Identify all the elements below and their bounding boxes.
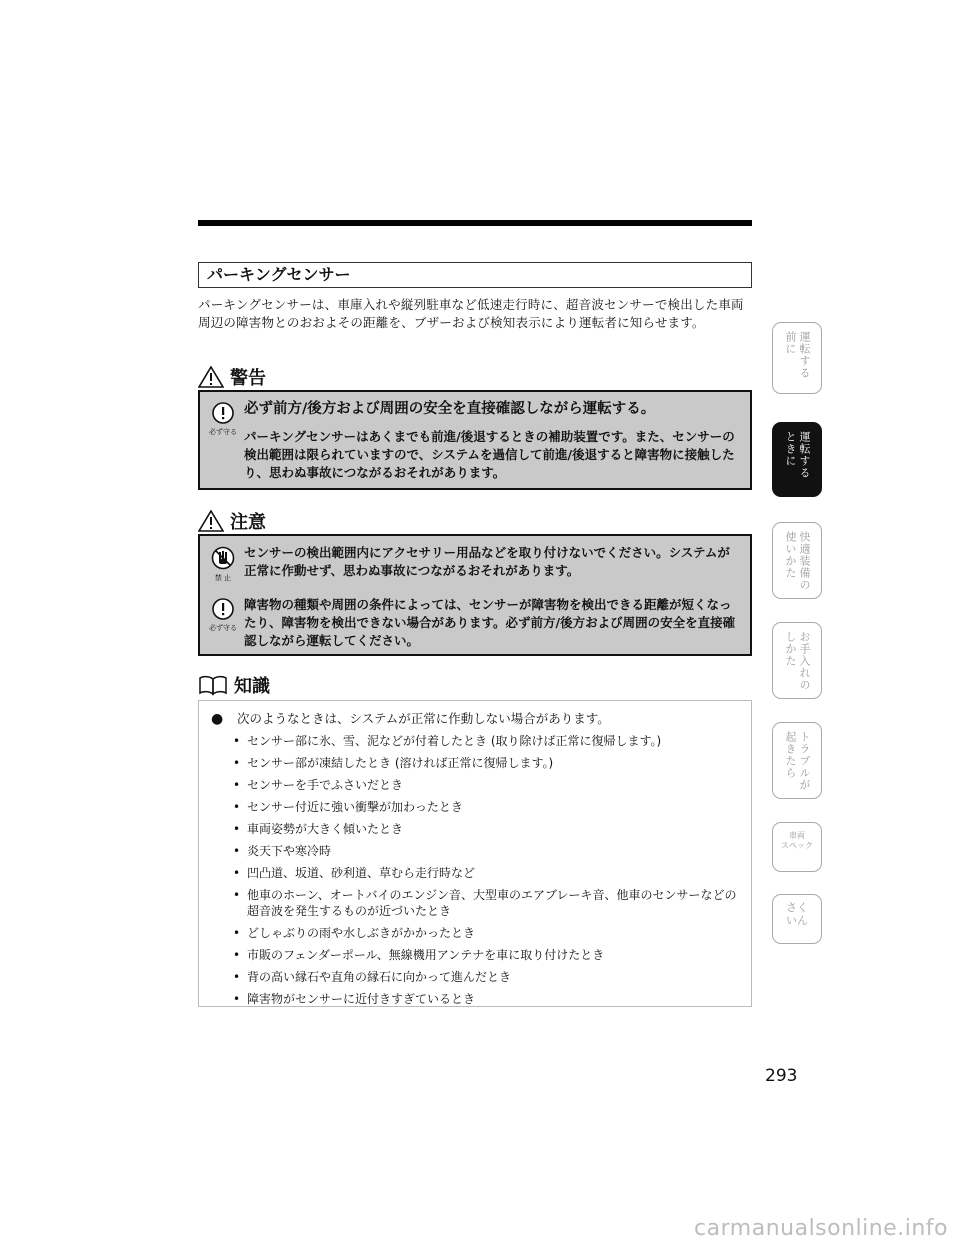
warning-label bbox=[198, 364, 266, 390]
mandatory-caption: 必ず守る bbox=[209, 624, 237, 632]
tab-index[interactable] bbox=[772, 894, 822, 944]
intro-paragraph: パーキングセンサーは、車庫入れや縦列駐車など低速走行時に、超音波センサーで検出した車両周辺の障害物とのおおよその距離を、ブザーおよび検知表示により運転者に知らせます。 bbox=[198, 297, 744, 330]
tab-label: 使いかた bbox=[784, 531, 797, 579]
caution-item-1: センサーの検出範囲内にアクセサリー用品などを取り付けないでください。システムが正常に作動せず、思わぬ事故につながるおそれがあります。 bbox=[244, 545, 730, 578]
tab-vehicle-specs[interactable] bbox=[772, 822, 822, 872]
list-item: • 凹凸道、坂道、砂利道、草むら走行時など bbox=[231, 866, 741, 882]
top-rule bbox=[198, 220, 752, 226]
list-item: • 車両姿勢が大きく傾いたとき bbox=[231, 822, 741, 838]
prohibited-hand-icon bbox=[211, 546, 235, 570]
tab-maintenance[interactable] bbox=[772, 622, 822, 699]
mandatory-icon bbox=[212, 598, 234, 620]
list-item: • 背の高い縁石や直角の縁石に向かって進んだとき bbox=[231, 970, 741, 986]
knowledge-label-text: 知識 bbox=[234, 676, 270, 697]
list-item: • 他車のホーン、オートバイのエンジン音、大型車のエアブレーキ音、他車のセンサーなどの超音波を発生するものが近づいたとき bbox=[231, 888, 741, 919]
mandatory-symbol-2 bbox=[206, 598, 240, 633]
mandatory-symbol bbox=[206, 402, 240, 437]
tab-label: 運転する bbox=[798, 431, 811, 479]
section-title: パーキングセンサー bbox=[198, 262, 752, 288]
page-number: 293 bbox=[765, 1066, 798, 1086]
tab-label: 快適装備の bbox=[798, 531, 811, 591]
list-item: • センサー付近に強い衝撃が加わったとき bbox=[231, 800, 741, 816]
warning-box bbox=[198, 390, 752, 490]
knowledge-box bbox=[198, 700, 752, 1007]
mandatory-caption: 必ず守る bbox=[209, 428, 237, 436]
caution-label-text: 注意 bbox=[230, 512, 266, 533]
warning-text: パーキングセンサーはあくまでも前進/後退するときの補助装置です。また、センサーの検出範囲は限られていますので、システムを過信して前進/後退すると障害物に接触したり、思わぬ事故につながるおそれがあります。 bbox=[244, 429, 735, 480]
mandatory-icon bbox=[212, 402, 234, 424]
warning-label-text: 警告 bbox=[230, 368, 266, 389]
tab-comfort-features[interactable] bbox=[772, 522, 822, 599]
warning-triangle-icon bbox=[198, 366, 224, 388]
tab-label: ときに bbox=[784, 431, 797, 467]
list-item: • どしゃぶりの雨や水しぶきがかかったとき bbox=[231, 926, 741, 942]
open-book-icon bbox=[198, 674, 228, 696]
tab-label: しかた bbox=[784, 631, 797, 667]
caution-item-2: 障害物の種類や周囲の条件によっては、センサーが障害物を検出できる距離が短くなったり、障害物を検出できない場合があります。必ず前方/後方および周囲の安全を直接確認しながら運転してください。 bbox=[244, 597, 736, 648]
knowledge-lead bbox=[211, 709, 610, 727]
warning-heading: 必ず前方/後方および周囲の安全を直接確認しながら運転する。 bbox=[244, 401, 656, 417]
prohibited-symbol bbox=[206, 546, 240, 583]
caution-triangle-icon bbox=[198, 510, 224, 532]
tab-label: お手入れの bbox=[798, 631, 811, 691]
caution-label bbox=[198, 508, 266, 534]
tab-while-driving[interactable] bbox=[772, 422, 822, 497]
list-item: • 炎天下や寒冷時 bbox=[231, 844, 741, 860]
tab-label: さく bbox=[786, 901, 808, 914]
knowledge-lead-text: 次のようなときは、システムが正常に作動しない場合があります。 bbox=[237, 711, 610, 726]
tab-label: いん bbox=[786, 914, 808, 927]
tab-label: 前に bbox=[784, 331, 797, 355]
knowledge-list bbox=[231, 734, 741, 1014]
watermark: carmanualsonline.info bbox=[694, 1216, 948, 1241]
list-item: • センサーを手でふさいだとき bbox=[231, 778, 741, 794]
tab-label: 起きたら bbox=[784, 731, 797, 779]
caution-box bbox=[198, 534, 752, 656]
bullet-icon: ● bbox=[211, 711, 224, 727]
list-item: • センサー部に氷、雪、泥などが付着したとき (取り除けば正常に復帰します。) bbox=[231, 734, 741, 750]
list-item: • 障害物がセンサーに近付きすぎているとき bbox=[231, 992, 741, 1008]
tab-label: トラブルが bbox=[798, 731, 811, 791]
tab-label: 車両 bbox=[789, 831, 805, 840]
list-item: • 市販のフェンダーポール、無線機用アンテナを車に取り付けたとき bbox=[231, 948, 741, 964]
knowledge-label bbox=[198, 672, 270, 698]
list-item: • センサー部が凍結したとき (溶ければ正常に復帰します。) bbox=[231, 756, 741, 772]
prohibited-caption: 禁 止 bbox=[214, 574, 232, 582]
tab-label: スペック bbox=[781, 841, 813, 850]
tab-before-driving[interactable] bbox=[772, 322, 822, 394]
tab-troubleshooting[interactable] bbox=[772, 722, 822, 799]
tab-label: 運転する bbox=[798, 331, 811, 379]
